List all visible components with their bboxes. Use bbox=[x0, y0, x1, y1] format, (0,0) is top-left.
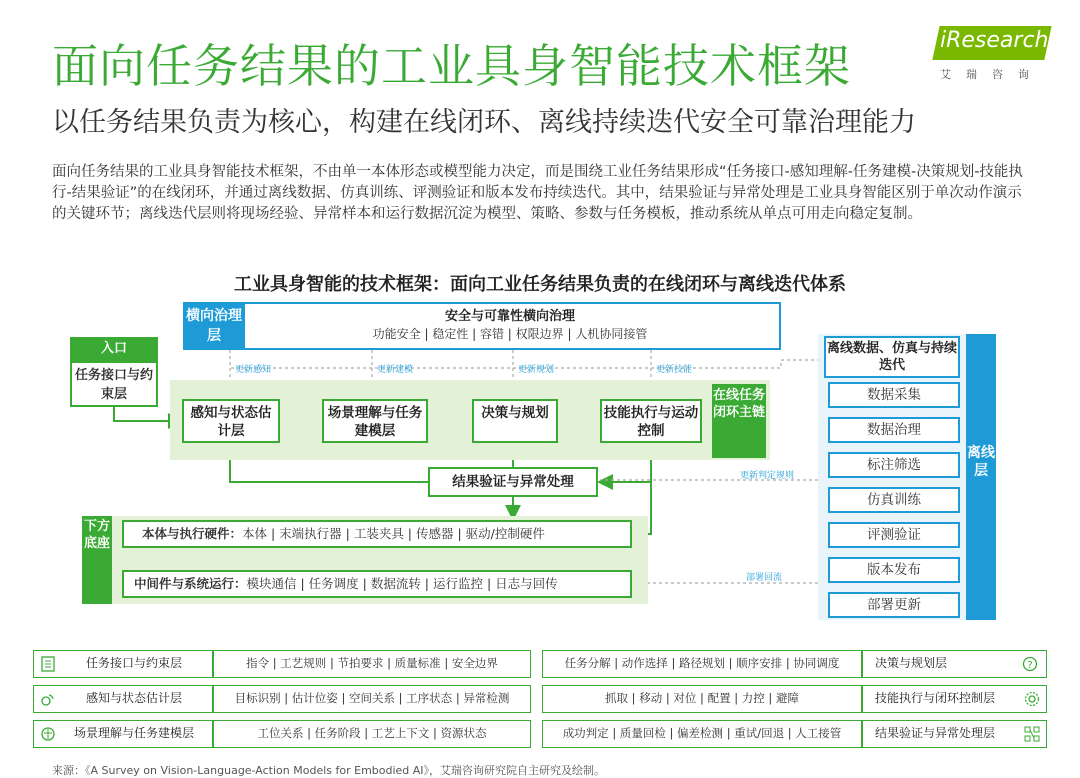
hardware-box bbox=[122, 520, 632, 548]
brain-icon bbox=[40, 726, 56, 742]
update-rule-tag: 更新判定规则 bbox=[740, 471, 795, 481]
middleware-items: 模块通信 | 任务调度 | 数据流转 | 运行监控 | 日志与回传 bbox=[246, 576, 558, 591]
row-label: 任务接口与约束层 bbox=[85, 656, 182, 670]
governance-items: 功能安全 | 稳定性 | 容错 | 权限边界 | 人机协同接管 bbox=[372, 327, 648, 341]
node-decision-planning: 决策与规划 bbox=[472, 399, 558, 443]
table-row-1-left-desc: 指令 | 工艺规则 | 节拍要求 | 质量标准 | 安全边界 bbox=[213, 650, 531, 678]
gear-icon bbox=[1024, 691, 1040, 707]
table-row-1-right-desc: 任务分解 | 动作选择 | 路径规划 | 顺序安排 | 协同调度 bbox=[542, 650, 862, 678]
node-perception: 感知与状态估计层 bbox=[182, 399, 280, 443]
entry-label: 入口 bbox=[70, 337, 158, 361]
document-icon bbox=[40, 656, 56, 672]
update-planning-tag: 更新规划 bbox=[518, 365, 555, 375]
page-subtitle: 以任务结果负责为核心，构建在线闭环、离线持续迭代安全可靠治理能力 bbox=[52, 107, 916, 138]
offline-header: 离线数据、仿真与持续迭代 bbox=[824, 336, 960, 378]
update-modeling-tag: 更新建模 bbox=[377, 365, 414, 375]
offline-step-sim-training: 仿真训练 bbox=[828, 487, 960, 513]
offline-step-annotation: 标注筛选 bbox=[828, 452, 960, 478]
entry-box: 任务接口与约束层 bbox=[70, 361, 158, 407]
base-layer-label: 下方底座 bbox=[82, 516, 112, 604]
hardware-items: 本体 | 末端执行器 | 工装夹具 | 传感器 | 驱动/控制硬件 bbox=[242, 526, 545, 541]
row-label: 感知与状态估计层 bbox=[85, 691, 182, 705]
node-scene-modeling: 场景理解与任务建模层 bbox=[322, 399, 428, 443]
row-label: 结果验证与异常处理层 bbox=[875, 726, 996, 740]
middleware-box bbox=[122, 570, 632, 598]
table-row-1-left-label bbox=[33, 650, 213, 678]
update-skill-tag: 更新技能 bbox=[656, 365, 693, 375]
question-icon bbox=[1022, 656, 1038, 672]
governance-title: 安全与可靠性横向治理 bbox=[444, 309, 575, 324]
table-row-3-left-label bbox=[33, 720, 213, 748]
offline-layer-label: 离线层 bbox=[966, 334, 996, 620]
table-row-3-right-label bbox=[862, 720, 1047, 748]
diagram-title: 工业具身智能的技术框架：面向工业任务结果负责的在线闭环与离线迭代体系 bbox=[234, 274, 846, 295]
result-verification-box: 结果验证与异常处理 bbox=[428, 467, 598, 497]
logo-subtext: 艾瑞咨询 bbox=[940, 68, 1044, 81]
table-row-1-right-label bbox=[862, 650, 1047, 678]
row-label: 场景理解与任务建模层 bbox=[73, 726, 194, 740]
governance-layer-label: 横向治理层 bbox=[183, 302, 245, 350]
page-title: 面向任务结果的工业具身智能技术框架 bbox=[52, 39, 851, 93]
logo-text: iResearch bbox=[940, 28, 1049, 53]
row-label: 技能执行与闭环控制层 bbox=[875, 691, 996, 705]
svg-text:?: ? bbox=[1027, 660, 1033, 671]
table-row-2-left-desc: 目标识别 | 估计位姿 | 空间关系 | 工序状态 | 异常检测 bbox=[213, 685, 531, 713]
offline-step-data-collection: 数据采集 bbox=[828, 382, 960, 408]
source-note: 来源：《A Survey on Vision-Language-Action Models for Embodied AI》，艾瑞咨询研究院自主研究及绘制。 bbox=[52, 764, 606, 777]
offline-step-evaluation: 评测验证 bbox=[828, 522, 960, 548]
online-loop-label: 在线任务闭环主链 bbox=[712, 384, 766, 458]
table-row-3-left-desc: 工位关系 | 任务阶段 | 工艺上下文 | 资源状态 bbox=[213, 720, 531, 748]
intro-paragraph: 面向任务结果的工业具身智能技术框架，不由单一本体形态或模型能力决定，而是围绕工业任务结果形成“任务接口-感知理解-任务建模-决策规划-技能执行-结果验证”的在线闭环，并通过离线数据、仿真训练、评测验证和版本发布持续迭代。其中，结果验证与异常处理是工业具身智能区别于单次动作演示的关键环节；离线迭代层则将现场经验、异常样本和运行数据沉淀为模型、策略、参数与任务模板，推动系统从单点可用走向稳定复制。 bbox=[52, 164, 1023, 222]
row-label: 决策与规划层 bbox=[875, 656, 948, 670]
hardware-title: 本体与执行硬件： bbox=[142, 526, 243, 541]
middleware-title: 中间件与系统运行： bbox=[134, 576, 247, 591]
node-skill-execution: 技能执行与运动控制 bbox=[600, 399, 702, 443]
update-perception-tag: 更新感知 bbox=[235, 365, 272, 375]
offline-step-deploy-update: 部署更新 bbox=[828, 592, 960, 618]
offline-step-data-governance: 数据治理 bbox=[828, 417, 960, 443]
table-row-3-right-desc: 成功判定 | 质量回检 | 偏差检测 | 重试/回退 | 人工接管 bbox=[542, 720, 862, 748]
deploy-return-tag: 部署回流 bbox=[746, 573, 783, 583]
table-row-2-left-label bbox=[33, 685, 213, 713]
table-row-2-right-label bbox=[862, 685, 1047, 713]
table-row-2-right-desc: 抓取 | 移动 | 对位 | 配置 | 力控 | 避障 bbox=[542, 685, 862, 713]
offline-step-release: 版本发布 bbox=[828, 557, 960, 583]
radar-icon bbox=[40, 691, 56, 707]
network-icon bbox=[1024, 726, 1040, 742]
